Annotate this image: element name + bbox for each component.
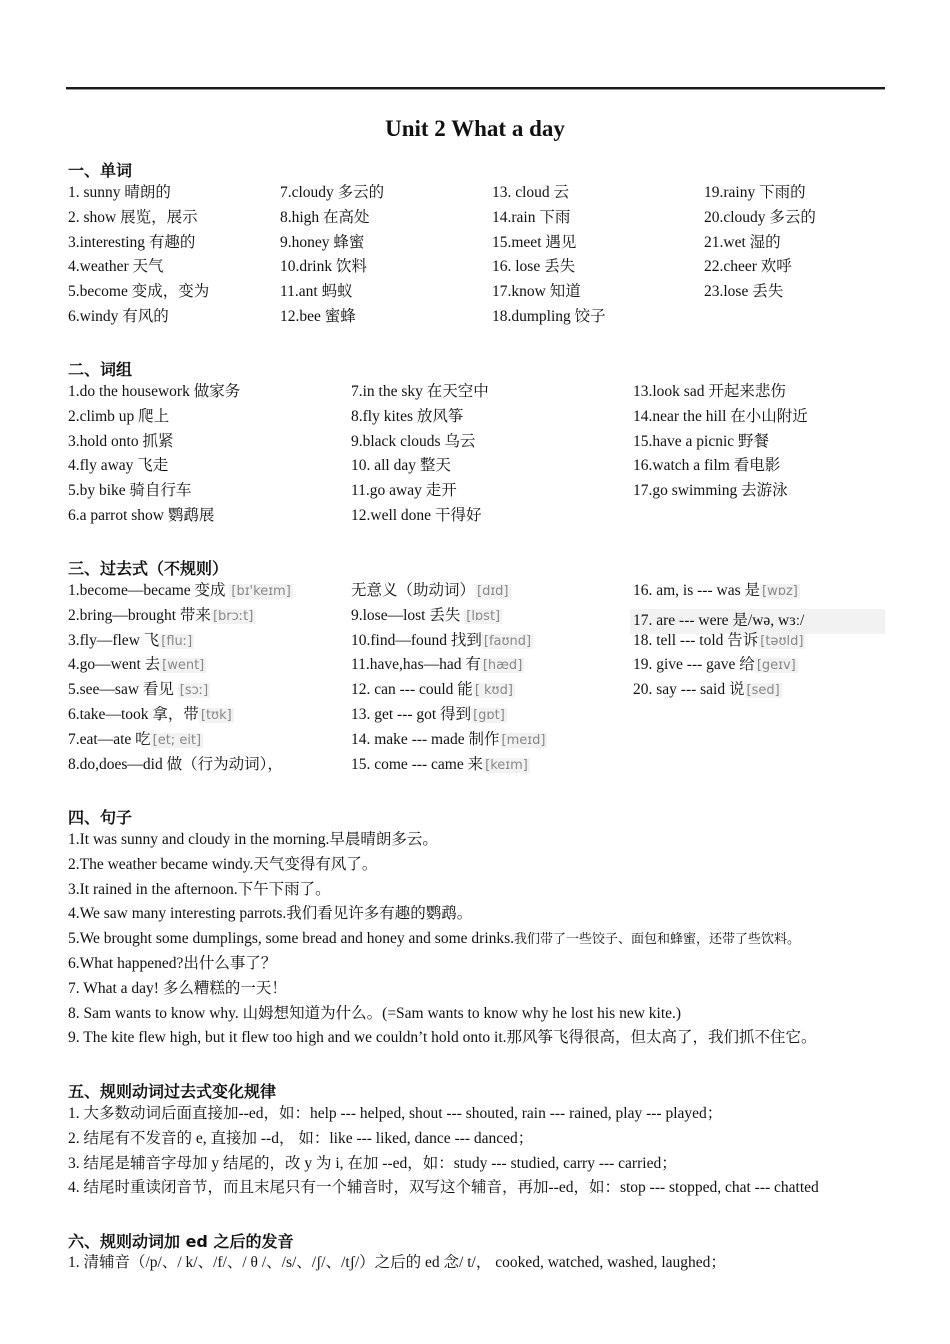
word-item: 14.rain 下雨 [492,208,571,226]
phrase-item: 17.go swimming 去游泳 [633,482,788,500]
ipa-label: [gɒt] [473,707,505,723]
ipa-label: [tʊk] [200,707,232,723]
word-item: 4.weather 天气 [68,258,164,276]
phrase-item: 2.climb up 爬上 [68,407,170,425]
phrase-item: 11.go away 走开 [351,482,457,500]
word-item: 9.honey 蜂蜜 [280,233,365,251]
phrase-item: 9.black clouds 乌云 [351,432,476,450]
verb-item [351,579,547,604]
phrase-item: 8.fly kites 放风筝 [351,407,464,425]
phrase-item: 5.by bike 骑自行车 [68,482,192,500]
verb-text: 17. are --- were 是/wə, wɜː/ [633,611,805,629]
phrase-item: 10. all day 整天 [351,457,451,475]
words-column-3 [492,181,606,330]
ipa-label: [ kʊd] [474,683,513,699]
ipa-label: [geɪv] [756,658,796,674]
ed-pronunciation-list [68,1251,726,1276]
word-item: 3.interesting 有趣的 [68,233,196,251]
verb-text: 13. get --- got 得到 [351,705,472,723]
sentence-item: 9. The kite flew high, but it flew too high and we couldn’t hold onto it.那风筝飞得很高，但太高了，我们抓不住它。 [68,1029,817,1047]
ipa-label: [təʊld] [760,633,804,649]
verb-text: 16. am, is --- was 是 [633,582,760,599]
word-item: 23.lose 丢失 [704,283,784,301]
section-heading-irregular-past: 三、过去式（不规则） [68,559,229,578]
ipa-label: [dɪd] [477,584,509,599]
verb-item [351,728,547,753]
phrase-item: 6.a parrot show 鹦鹉展 [68,506,215,524]
words-column-4 [704,181,816,305]
verb-text: 无意义（助动词） [351,582,476,599]
verb-item [68,728,293,753]
phrase-item: 12.well done 干得好 [351,506,482,524]
regular-rules-list [68,1102,819,1201]
phrase-item: 14.near the hill 在小山附近 [633,407,808,425]
verb-text: 6.take—took 拿，带 [68,705,199,723]
ipa-label: [fluː] [161,633,193,649]
phrase-item: 1.do the housework 做家务 [68,383,241,400]
word-item: 13. cloud 云 [492,184,570,201]
verb-text: 9.lose—lost 丢失 [351,606,465,624]
phrase-item: 16.watch a film 看电影 [633,457,781,475]
phrase-item: 15.have a picnic 野餐 [633,432,770,450]
phrase-item: 4.fly away 飞走 [68,457,169,475]
ipa-label: [sed] [746,683,780,699]
verb-item [351,753,547,778]
verb-item [351,604,547,629]
ipa-label: [wɒz] [762,584,798,599]
section-heading-phrases: 二、词组 [68,360,133,379]
ipa-label: [sɔː] [179,683,209,699]
verb-item [68,753,293,778]
ipa-label: [lɒst] [466,608,501,624]
section-heading-words: 一、单词 [68,161,133,180]
section-heading-ed-pronunciation: 六、规则动词加 ed 之后的发音 [68,1232,294,1251]
irregular-column-1 [68,579,293,777]
phrase-item: 13.look sad 开起来悲伤 [633,383,786,400]
verb-text: 15. come --- came 来 [351,755,484,773]
ipa-label: [meɪd] [501,732,546,748]
phrase-item: 3.hold onto 抓紧 [68,432,174,450]
section-heading-regular-rules: 五、规则动词过去式变化规律 [68,1082,277,1101]
header-rule [66,87,885,90]
verb-item [633,678,885,703]
ipa-label: [hæd] [482,658,523,674]
sentence-item: 6.What happened?出什么事了？ [68,954,277,972]
word-item: 18.dumpling 饺子 [492,307,606,325]
ipa-label: [brɔːt] [212,608,254,624]
pronunciation-item: 1. 清辅音（/p/、/ k/、/f/、/ θ /、/s/、/ʃ/、/tʃ/）之后的 ed 念/ t/， cooked, watched, washed, laughed； [68,1254,726,1271]
verb-item [633,653,885,678]
ipa-label: [went] [162,658,205,674]
sentence-item [68,927,817,952]
verb-item [351,703,547,728]
word-item: 6.windy 有风的 [68,307,169,325]
ipa-label: [et; eit] [152,732,202,748]
verb-item [633,579,885,604]
word-item: 7.cloudy 多云的 [280,184,385,201]
verb-text: 1.become—became 变成 [68,582,230,599]
verb-text: 5.see—saw 看见 [68,681,178,699]
sentence-item: 2.The weather became windy.天气变得有风了。 [68,855,378,873]
verb-text: 20. say --- said 说 [633,681,745,699]
ipa-label: [keɪm] [485,757,528,773]
verb-text: 12. can --- could 能 [351,681,473,699]
sentences-list [68,828,817,1051]
word-item: 10.drink 饮料 [280,258,367,276]
ipa-label: [bɪ'keɪm] [231,584,291,599]
phrase-item: 7.in the sky 在天空中 [351,383,489,400]
verb-item [68,678,293,703]
sentence-en: 5.We brought some dumplings, some bread and honey and some drinks. [68,930,515,948]
word-item: 20.cloudy 多云的 [704,208,816,226]
word-item: 22.cheer 欢呼 [704,258,792,276]
word-item: 17.know 知道 [492,283,581,301]
verb-item [68,579,293,604]
sentence-item: 1.It was sunny and cloudy in the morning.早晨晴朗多云。 [68,831,438,848]
word-item: 12.bee 蜜蜂 [280,307,356,325]
verb-text: 19. give --- gave 给 [633,656,755,674]
verb-text: 7.eat—ate 吃 [68,730,151,748]
verb-item [68,604,293,629]
words-column-2 [280,181,384,330]
sentence-item: 8. Sam wants to know why. 山姆想知道为什么。(=Sam wants to know why he lost his new kite.) [68,1004,682,1022]
verb-text: 14. make --- made 制作 [351,730,500,748]
document-title: Unit 2 What a day [385,116,565,141]
word-item: 15.meet 遇见 [492,233,577,251]
irregular-column-2 [351,579,547,777]
word-item: 19.rainy 下雨的 [704,184,806,201]
verb-text: 11.have,has—had 有 [351,656,481,674]
verb-item [633,629,885,654]
verb-text: 3.fly—flew 飞 [68,631,160,649]
rule-item: 4. 结尾时重读闭音节，而且末尾只有一个辅音时，双写这个辅音，再加--ed，如：stop --- stopped, chat --- chatted [68,1179,819,1197]
rule-item: 1. 大多数动词后面直接加--ed，如：help --- helped, shout --- shouted, rain --- rained, play --- played； [68,1105,723,1122]
word-item: 21.wet 湿的 [704,233,781,251]
sentence-item: 3.It rained in the afternoon.下午下雨了。 [68,880,331,898]
sentence-cn: 我们带了一些饺子、面包和蜂蜜，还带了些饮料。 [514,931,801,947]
rule-item: 2. 结尾有不发音的 e, 直接加 --d， 如：like --- liked, dance --- danced； [68,1129,534,1147]
word-item: 5.become 变成，变为 [68,283,210,301]
rule-item: 3. 结尾是辅音字母加 y 结尾的，改 y 为 i, 在加 --ed，如：study --- studied, carry --- carried； [68,1154,677,1172]
verb-item [351,653,547,678]
phrases-column-3 [633,380,808,504]
word-item: 11.ant 蚂蚁 [280,283,353,301]
word-item: 2. show 展览，展示 [68,208,198,226]
phrases-column-1 [68,380,240,529]
phrases-column-2 [351,380,489,529]
section-heading-sentences: 四、句子 [68,808,133,827]
ipa-label: [faʊnd] [483,633,532,649]
word-item: 1. sunny 晴朗的 [68,184,171,201]
verb-item [68,629,293,654]
sentence-item: 4.We saw many interesting parrots.我们看见许多有趣的鹦鹉。 [68,905,473,923]
sentence-item: 7. What a day! 多么糟糕的一天！ [68,979,287,997]
word-item: 16. lose 丢失 [492,258,576,276]
verb-item [68,653,293,678]
words-column-1 [68,181,209,330]
verb-text: 2.bring—brought 带来 [68,606,211,624]
verb-text: 18. tell --- told 告诉 [633,631,759,649]
verb-item [351,678,547,703]
verb-item [68,703,293,728]
verb-text: 4.go—went 去 [68,656,161,674]
verb-item [351,629,547,654]
irregular-column-3 [633,579,885,703]
verb-text: 10.find—found 找到 [351,631,482,649]
verb-text: 8.do,does—did 做（行为动词）， [68,755,283,773]
word-item: 8.high 在高处 [280,208,370,226]
